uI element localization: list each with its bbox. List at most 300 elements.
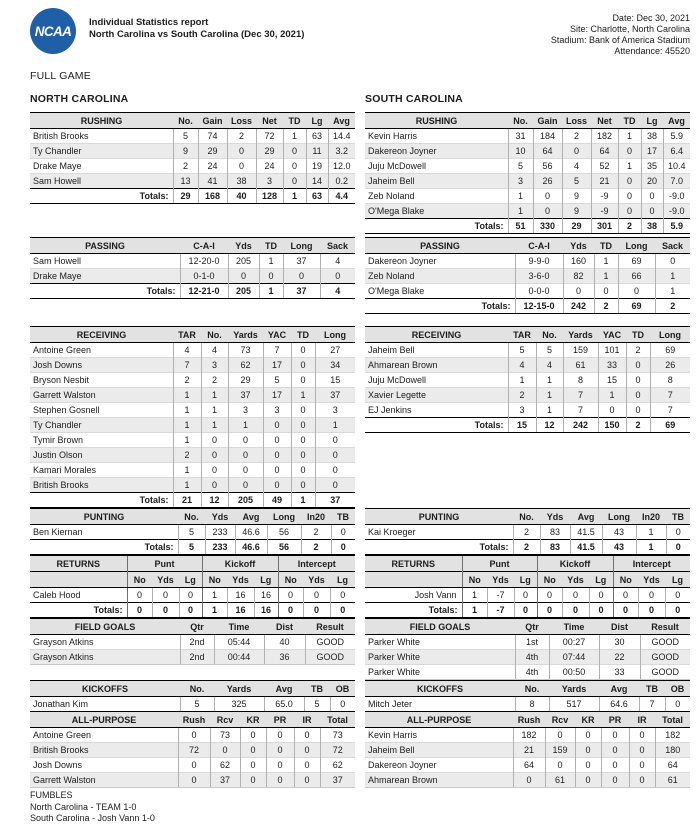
column-header: Yards	[228, 327, 263, 343]
table-row	[30, 650, 355, 665]
stat-value: 1	[508, 373, 536, 388]
column-header: No.	[173, 113, 198, 129]
total-value: 56	[267, 540, 301, 555]
column-header: No.	[201, 327, 228, 343]
stat-value: 2nd	[180, 635, 214, 650]
table-row	[30, 478, 355, 493]
stat-value: 2nd	[180, 650, 214, 665]
stat-value: 0	[315, 433, 355, 448]
column-header: OB	[665, 681, 690, 697]
table-row	[365, 588, 690, 603]
column-header: Sack	[320, 238, 355, 254]
table-row	[365, 204, 690, 219]
stat-value: 7	[563, 388, 598, 403]
stat-value: 0	[227, 159, 256, 174]
stat-value: 0	[533, 189, 562, 204]
stat-value: 56	[533, 159, 562, 174]
stat-value: 62	[210, 758, 240, 773]
stat-value: 0	[210, 743, 240, 758]
stat-value: 4	[320, 254, 355, 269]
stat-value: 0	[240, 743, 266, 758]
stat-value: 0	[514, 588, 537, 603]
stat-value: 41.5	[570, 525, 602, 540]
stat-value: 4th	[515, 665, 549, 680]
stat-value: 159	[545, 743, 575, 758]
stat-value: 33	[598, 358, 626, 373]
stat-value: 8	[515, 697, 549, 712]
stat-value: 0	[228, 478, 263, 493]
column-header-spacer	[30, 572, 127, 588]
totals-label: Totals:	[365, 603, 462, 618]
fumbles-line: North Carolina - TEAM 1-0	[30, 801, 137, 812]
column-header: IR	[294, 712, 320, 728]
totals-row	[30, 603, 355, 618]
stat-value: 2	[173, 159, 198, 174]
table-row	[365, 773, 690, 788]
stat-value: 1	[173, 463, 201, 478]
stat-value: 34	[315, 358, 355, 373]
stat-value: 0	[626, 373, 650, 388]
stat-value: 3	[263, 403, 291, 418]
column-header: TB	[331, 509, 355, 525]
stat-value: 0	[240, 773, 266, 788]
total-value: 1	[283, 189, 306, 204]
stat-value: 4th	[515, 650, 549, 665]
stat-value: 1	[173, 478, 201, 493]
stat-value: 0	[618, 174, 641, 189]
column-header: Avg	[599, 681, 639, 697]
total-value: 49	[263, 493, 291, 508]
section-returns	[30, 555, 690, 618]
column-header: Dist	[599, 619, 640, 635]
column-header: Lg	[330, 572, 355, 588]
stat-value: 15	[598, 373, 626, 388]
stat-value: 0	[666, 525, 690, 540]
stat-value: 61	[655, 773, 690, 788]
table-row	[30, 743, 355, 758]
meta-date: Date: Dec 30, 2021	[612, 13, 690, 23]
stat-value: 5	[562, 174, 591, 189]
meta-stadium: Stadium: Bank of America Stadium	[550, 35, 690, 45]
player-name: Ahmarean Brown	[365, 773, 513, 788]
column-header: Gain	[533, 113, 562, 129]
total-value: 2	[618, 219, 641, 234]
column-header: Rush	[178, 712, 210, 728]
stat-value: 2	[227, 129, 256, 144]
sc-receiving-table	[365, 326, 690, 433]
stat-value: 0	[618, 284, 655, 299]
stat-value: 83	[540, 525, 570, 540]
table-row	[365, 743, 690, 758]
stat-value: GOOD	[640, 665, 690, 680]
stat-value: 2	[201, 373, 228, 388]
stat-value: 0	[598, 403, 626, 418]
total-value: -7	[487, 603, 514, 618]
fumbles-line: South Carolina - Josh Vann 1-0	[30, 813, 155, 823]
stat-value: 0	[294, 758, 320, 773]
total-value: 1	[259, 284, 283, 299]
total-value: 2	[655, 299, 690, 314]
stat-value: 0-1-0	[180, 269, 228, 284]
column-header: No.	[513, 509, 540, 525]
stat-value: 0	[629, 743, 655, 758]
column-header: Yds	[303, 572, 330, 588]
column-header: Yds	[540, 509, 570, 525]
stat-value: 1	[618, 159, 641, 174]
player-name: Grayson Atkins	[30, 650, 180, 665]
stat-value: 1	[636, 525, 666, 540]
total-value: 46.6	[235, 540, 267, 555]
column-header: Long	[267, 509, 301, 525]
stat-value: 0	[291, 463, 315, 478]
column-header: Long	[602, 509, 636, 525]
column-header-spacer	[365, 572, 462, 588]
totals-label: Totals:	[365, 418, 508, 433]
stat-value: 0	[562, 588, 589, 603]
column-header: Avg	[663, 113, 690, 129]
stat-value: 0	[294, 743, 320, 758]
column-header: Dist	[264, 619, 305, 635]
stat-value: 62	[228, 358, 263, 373]
player-name: Dakereon Joyner	[365, 144, 508, 159]
stat-value: 72	[256, 129, 283, 144]
stat-value: 5	[508, 159, 533, 174]
stat-value: 0	[641, 204, 663, 219]
stat-value: 0	[575, 743, 601, 758]
stat-value: 3	[315, 403, 355, 418]
total-value: 21	[173, 493, 201, 508]
stat-value: 2	[513, 525, 540, 540]
stat-value: 0	[655, 254, 690, 269]
stat-value: 0	[562, 144, 591, 159]
stat-value: 16	[227, 588, 254, 603]
stat-value: 12-20-0	[180, 254, 228, 269]
stat-value: 0	[178, 758, 210, 773]
team-name-south-carolina: SOUTH CAROLINA	[365, 93, 463, 105]
table-row	[30, 269, 355, 284]
total-value: 0	[638, 603, 665, 618]
player-name: Jonathan Kim	[33, 699, 89, 709]
stat-value: 37	[315, 388, 355, 403]
column-header: No.	[178, 509, 205, 525]
stat-value: 05:44	[214, 635, 264, 650]
column-header: TD	[291, 327, 315, 343]
table-row	[30, 463, 355, 478]
table-row	[30, 343, 355, 358]
table-row	[30, 174, 355, 189]
stat-value: 4	[536, 358, 563, 373]
total-value: 41.5	[570, 540, 602, 555]
stat-value: 37	[320, 773, 355, 788]
stat-value: 7	[639, 697, 665, 712]
stat-value: 184	[533, 129, 562, 144]
stat-value: 0	[152, 588, 179, 603]
stat-value: 21	[513, 743, 545, 758]
table-title: RECEIVING	[30, 327, 173, 343]
table-title: PASSING	[30, 238, 180, 254]
fumbles-note	[30, 790, 690, 825]
player-name: Ahmarean Brown	[365, 358, 508, 373]
stat-value: 69	[650, 343, 690, 358]
totals-label: Totals:	[30, 603, 127, 618]
total-value: 16	[227, 603, 254, 618]
column-header: YAC	[263, 327, 291, 343]
table-row	[30, 254, 355, 269]
stat-value: 1	[508, 204, 533, 219]
stat-value: 11	[306, 144, 328, 159]
stat-value: 0	[331, 525, 355, 540]
stat-value: 2	[173, 373, 201, 388]
stat-value: 1	[201, 403, 228, 418]
total-value: 0	[514, 603, 537, 618]
total-value: 0	[331, 540, 355, 555]
stat-value: 3	[508, 174, 533, 189]
stat-value: 0	[266, 773, 294, 788]
total-value: 2	[301, 540, 331, 555]
stat-value: 2	[301, 525, 331, 540]
stat-value: 0	[291, 343, 315, 358]
column-header: KR	[575, 712, 601, 728]
column-header: Lg	[514, 572, 537, 588]
total-value: 168	[198, 189, 227, 204]
total-value: 0	[278, 603, 303, 618]
stat-value: 0	[201, 478, 228, 493]
nc-rushing-table	[30, 112, 355, 204]
table-row	[365, 269, 690, 284]
total-value: 2	[626, 418, 650, 433]
player-name: Ben Kiernan	[33, 527, 83, 537]
player-name: Ty Chandler	[30, 418, 173, 433]
column-header: Yards	[549, 681, 599, 697]
player-name: Kai Kroeger	[368, 527, 416, 537]
stat-value: 0	[291, 448, 315, 463]
stat-value: 29	[198, 144, 227, 159]
table-row	[30, 433, 355, 448]
column-header: Net	[591, 113, 618, 129]
column-header: Yds	[152, 572, 179, 588]
stat-value: 0	[330, 588, 355, 603]
stat-value: 1	[202, 588, 227, 603]
total-value: 0	[665, 603, 690, 618]
stat-value: 10.4	[663, 159, 690, 174]
player-name: Grayson Atkins	[33, 637, 94, 647]
table-row	[30, 358, 355, 373]
stat-value: 1	[201, 418, 228, 433]
stat-value: 0	[291, 433, 315, 448]
stat-value: 33	[599, 665, 640, 680]
stat-value: 0	[263, 433, 291, 448]
stat-value: 38	[641, 129, 663, 144]
stat-value: 0	[201, 433, 228, 448]
stat-value: 0	[618, 144, 641, 159]
stat-value: 0	[228, 463, 263, 478]
stat-value: 0	[228, 269, 259, 284]
total-value: 0	[613, 603, 638, 618]
total-value: 205	[228, 493, 263, 508]
stat-value: 1	[283, 129, 306, 144]
total-value: 330	[533, 219, 562, 234]
sc-all-purpose-table	[365, 711, 690, 788]
stat-value: 0-0-0	[515, 284, 563, 299]
total-value: 5	[178, 540, 205, 555]
table-title: FIELD GOALS	[30, 619, 180, 635]
stat-value: 0	[263, 478, 291, 493]
stat-value: 0	[638, 588, 665, 603]
column-header: Yds	[227, 572, 254, 588]
player-name: Juju McDowell	[365, 373, 508, 388]
column-header: Lg	[254, 572, 278, 588]
column-header: Lg	[641, 113, 663, 129]
total-value: 43	[602, 540, 636, 555]
stat-value: 5	[508, 343, 536, 358]
nc-all-purpose-table	[30, 711, 355, 788]
stat-value: 0	[283, 144, 306, 159]
report-subtitle: North Carolina vs South Carolina (Dec 30, 2021)	[89, 29, 305, 40]
column-header: Rcv	[545, 712, 575, 728]
column-header: Rush	[513, 712, 545, 728]
player-name: Antoine Green	[33, 345, 92, 355]
stat-value: 0	[626, 358, 650, 373]
stat-value: 31	[508, 129, 533, 144]
stat-value: 4	[201, 343, 228, 358]
stat-value: 1	[655, 284, 690, 299]
stat-value: 64.6	[599, 697, 639, 712]
column-header: No.	[180, 681, 214, 697]
stat-value: 5	[178, 525, 205, 540]
column-header: OB	[330, 681, 355, 697]
player-name: Xavier Legette	[365, 388, 508, 403]
column-header: TD	[626, 327, 650, 343]
stat-value: GOOD	[640, 650, 690, 665]
stat-value: 37	[228, 388, 263, 403]
table-row	[30, 403, 355, 418]
fumbles-title: FUMBLES	[30, 790, 73, 800]
stat-value: 3.2	[328, 144, 355, 159]
table-row	[30, 635, 355, 650]
stat-value: 73	[210, 728, 240, 743]
totals-label: Totals:	[30, 493, 173, 508]
total-value: 16	[254, 603, 278, 618]
player-name: Dakereon Joyner	[365, 758, 513, 773]
stat-value: 21	[591, 174, 618, 189]
stat-value: 180	[655, 743, 690, 758]
stat-value: 1	[173, 418, 201, 433]
total-value: 1	[462, 603, 487, 618]
totals-row	[365, 418, 690, 433]
player-name: Zeb Noland	[365, 189, 508, 204]
column-header: No	[537, 572, 562, 588]
stat-value: 0	[263, 448, 291, 463]
column-group-header: Punt	[462, 556, 537, 572]
player-name: Parker White	[368, 637, 421, 647]
stat-value: 1	[598, 388, 626, 403]
total-value: 1	[291, 493, 315, 508]
stat-value: 160	[563, 254, 594, 269]
stat-value: 9-9-0	[515, 254, 563, 269]
player-name: Bryson Nesbit	[30, 373, 173, 388]
stat-value: 0	[537, 588, 562, 603]
column-header: Qtr	[515, 619, 549, 635]
total-value: 12	[201, 493, 228, 508]
stat-value: 37	[210, 773, 240, 788]
stat-value: 0	[315, 463, 355, 478]
player-name: Stephen Gosnell	[30, 403, 173, 418]
table-row	[30, 448, 355, 463]
stat-value: 1	[508, 189, 533, 204]
section-field-goals	[30, 618, 690, 680]
stat-value: GOOD	[305, 650, 355, 665]
stat-value: 0	[601, 728, 629, 743]
stat-value: 1	[173, 433, 201, 448]
stat-value: 1	[259, 254, 283, 269]
column-header: TD	[259, 238, 283, 254]
total-value: 0	[179, 603, 202, 618]
section-all-purpose	[30, 711, 690, 788]
stat-value: 0	[201, 463, 228, 478]
section-kickoffs	[30, 680, 690, 711]
stat-value: 2	[508, 388, 536, 403]
section-receiving	[30, 326, 690, 508]
column-header: Yds	[563, 238, 594, 254]
stat-value: 64	[513, 758, 545, 773]
column-header: Result	[640, 619, 690, 635]
total-value: 1	[636, 540, 666, 555]
stat-value: 0	[563, 284, 594, 299]
table-row	[365, 189, 690, 204]
stat-value: 66	[618, 269, 655, 284]
stat-value: 5	[536, 343, 563, 358]
table-row	[30, 728, 355, 743]
stat-value: 14.4	[328, 129, 355, 144]
stat-value: 5	[173, 129, 198, 144]
table-row	[365, 373, 690, 388]
stat-value: 37	[283, 254, 320, 269]
totals-row	[365, 299, 690, 314]
column-header: TB	[666, 509, 690, 525]
stat-value: 40	[264, 635, 305, 650]
stat-value: 0	[513, 773, 545, 788]
stat-value: 0	[240, 758, 266, 773]
stat-value: 1	[655, 269, 690, 284]
column-header: TB	[304, 681, 330, 697]
stat-value: 1	[291, 388, 315, 403]
stat-value: 0	[575, 758, 601, 773]
table-row	[365, 728, 690, 743]
stat-value: 1	[201, 388, 228, 403]
stat-value: 0	[315, 448, 355, 463]
section-passing	[30, 237, 690, 314]
totals-row	[30, 493, 355, 508]
stat-value: 7	[263, 343, 291, 358]
stat-value: 29	[228, 373, 263, 388]
column-header: No.	[515, 681, 549, 697]
stat-value: 6.4	[663, 144, 690, 159]
nc-passing-table	[30, 237, 355, 299]
totals-row	[365, 219, 690, 234]
column-group-header: Punt	[127, 556, 202, 572]
stat-value: 8	[563, 373, 598, 388]
total-value: 4	[320, 284, 355, 299]
stat-value: 1	[173, 403, 201, 418]
stat-value: 26	[650, 358, 690, 373]
table-row	[365, 403, 690, 418]
stat-value: 0	[589, 588, 613, 603]
column-header: Rcv	[210, 712, 240, 728]
stat-value: 9	[562, 189, 591, 204]
stat-value: 1	[536, 388, 563, 403]
player-name: Drake Maye	[30, 159, 173, 174]
stat-value: 43	[602, 525, 636, 540]
